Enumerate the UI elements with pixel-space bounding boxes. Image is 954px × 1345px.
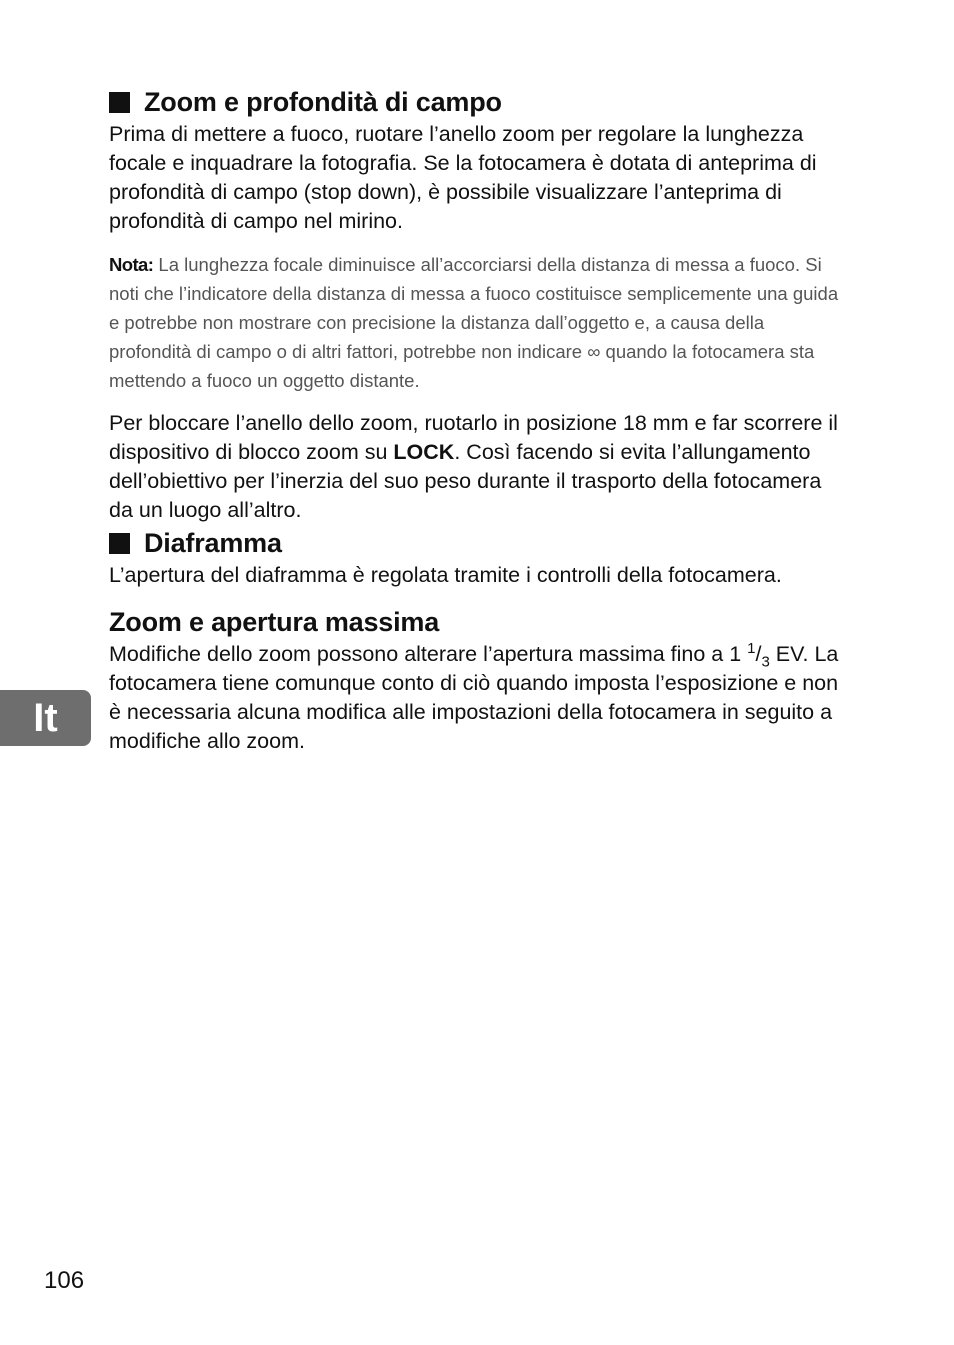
page-number: 106 [44,1267,85,1294]
max-aperture-paragraph [109,640,849,756]
note-label: Nota: [109,254,154,275]
fraction-denominator: 3 [761,653,770,671]
diaphragm-paragraph: L’apertura del diaframma è regolata tramite i controlli della fotocamera. [109,563,782,587]
fraction [747,639,770,671]
section-heading-diaphragm [109,525,849,561]
lock-text-before: Per bloccare l’anello dello zoom, ruotarlo in posizione 18 mm e far scorrere il dispositivo di blocco zoom su [109,411,838,464]
language-tab-label: It [33,696,58,740]
zoom-lock-paragraph [109,409,849,525]
heading-text: Zoom e profondità di campo [144,87,502,117]
lock-text-after: . Così facendo si evita l’allungamento dell’obiettivo per l’inerzia del suo peso durante il trasporto della fotocamera da un luogo all’altro. [109,440,822,522]
page-content [109,84,849,756]
language-tab [0,690,91,746]
fraction-separator: / [755,642,762,666]
max-aperture-text-before: Modifiche dello zoom possono alterare l’apertura massima fino a 1 [109,642,748,666]
square-bullet-icon [109,533,130,554]
zoom-depth-paragraph: Prima di mettere a fuoco, ruotare l’anello zoom per regolare la lunghezza focale e inquadrare la fotografia. Se la fotocamera è dotata di anteprima di profondità di campo (stop down), è possibile visualizzare l’anteprima di profondità di campo nel mirino. [109,122,817,233]
note-block [109,250,849,395]
heading-text: Diaframma [144,528,282,558]
square-bullet-icon [109,92,130,113]
section-heading-zoom-depth [109,84,849,120]
fraction-numerator: 1 [747,639,756,657]
max-aperture-text-after: EV. La fotocamera tiene comunque conto di ciò quando imposta l’esposizione e non è necessaria alcuna modifica alle impostazioni della fotocamera in seguito a modifiche allo zoom. [109,642,839,753]
lock-word: LOCK [393,440,455,464]
note-text: La lunghezza focale diminuisce all’accorciarsi della distanza di messa a fuoco. Si noti che l’indicatore della distanza di messa a fuoco costituisce semplicemente una guida e potrebbe non mostrare con precisione la distanza dall’oggetto e, a causa della profondità di campo o di altri fattori, potrebbe non indicare ∞ quando la fotocamera sta mettendo a fuoco un oggetto distante. [109,254,839,391]
section-heading-max-aperture: Zoom e apertura massima [109,607,440,637]
